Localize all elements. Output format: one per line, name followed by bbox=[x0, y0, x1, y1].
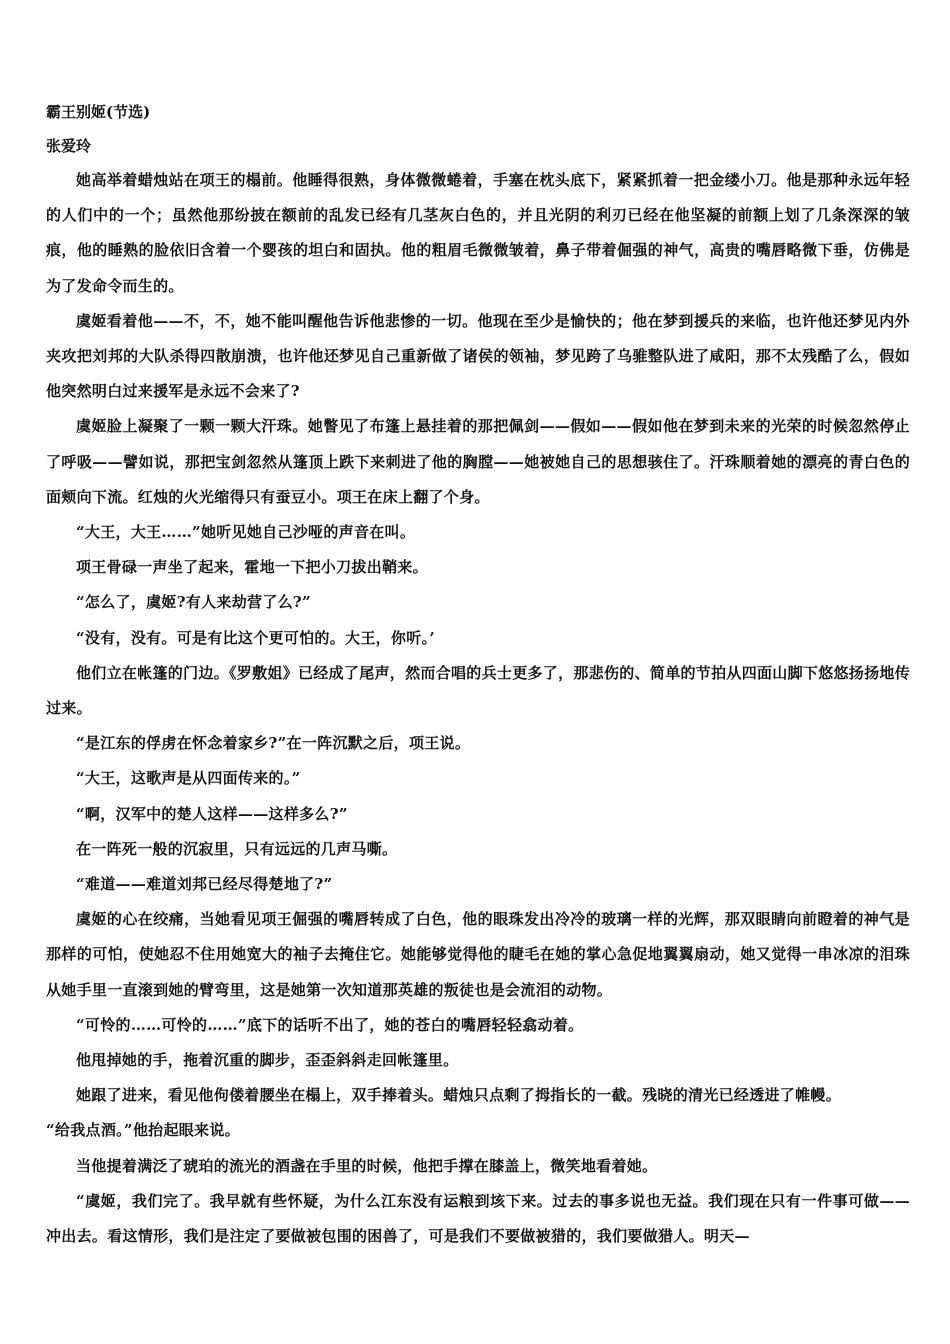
paragraph: “没有，没有。可是有比这个更可怕的。大王，你听。’ bbox=[76, 628, 435, 647]
paragraph: “虞姬，我们完了。我早就有些怀疑，为什么江东没有运粮到垓下来。过去的事多说也无益。我们现在只有一件事可做——冲出去。看这情形，我们是注定了要做被包围的困兽了，可是我们不要做被猎的，我们要做猎人。明天— bbox=[46, 1191, 910, 1246]
paragraph: “可怜的……可怜的……”底下的话听不出了，她的苍白的嘴唇轻轻翕动着。 bbox=[76, 1015, 584, 1034]
paragraph: 项王骨碌一声坐了起来，霍地一下把小刀拔出鞘来。 bbox=[76, 558, 428, 577]
paragraph: 虞姬看着他——不，不，她不能叫醒他告诉他悲惨的一切。他现在至少是愉快的；他在梦到援兵的来临，也许他还梦见内外夹攻把刘邦的大队杀得四散崩溃，也许他还梦见自己重新做了诸侯的领袖，梦见跨了乌骓整队进了咸阳，那不太残酷了么，假如他突然明白过来援军是永远不会来了? bbox=[46, 311, 910, 401]
paragraph: “给我点酒。”他抬起眼来说。 bbox=[46, 1121, 240, 1140]
paragraph: 她跟了进来，看见他佝偻着腰坐在榻上，双手捧着头。蜡烛只点剩了拇指长的一截。残晓的清光已经透进了帷幔。 bbox=[76, 1086, 842, 1105]
paragraph: 虞姬的心在绞痛，当她看见项王倔强的嘴唇转成了白色，他的眼珠发出冷冷的玻璃一样的光辉，那双眼睛向前瞪着的神气是那样的可怕，使她忍不住用她宽大的袖子去掩住它。她能够觉得他的睫毛在她的掌心急促地翼翼扇动，她又觉得一串冰凉的泪珠从她手里一直滚到她的臂弯里，这是她第一次知道那英雄的叛徒也是会流泪的动物。 bbox=[46, 910, 910, 999]
document-body bbox=[46, 95, 910, 1254]
paragraph: 她高举着蜡烛站在项王的榻前。他睡得很熟，身体微微蜷着，手塞在枕头底下，紧紧抓着一把金缕小刀。他是那种永远年轻的人们中的一个；虽然他那纷披在额前的乱发已经有几茎灰白色的，并且光阴的利刃已经在他坚凝的前额上划了几条深深的皱痕，他的睡熟的脸依旧含着一个婴孩的坦白和固执。他的粗眉毛微微皱着，鼻子带着倔强的神气，高贵的嘴唇略微下垂，仿佛是为了发命令而生的。 bbox=[46, 171, 910, 295]
document-author: 张爱玲 bbox=[46, 137, 92, 155]
paragraph: 他们立在帐篷的门边。《罗敷姐》已经成了尾声，然而合唱的兵士更多了，那悲伤的、简单的节拍从四面山脚下悠悠扬扬地传过来。 bbox=[46, 663, 911, 718]
paragraph: “啊，汉军中的楚人这样——这样多么?” bbox=[76, 804, 348, 823]
paragraph: 在一阵死一般的沉寂里，只有远远的几声马嘶。 bbox=[76, 839, 398, 858]
paragraph: “怎么了，虞姬?有人来劫营了么?” bbox=[76, 593, 311, 612]
paragraph: “大王，大王……”她听见她自己沙哑的声音在叫。 bbox=[76, 523, 416, 542]
paragraph: “是江东的俘虏在怀念着家乡?”在一阵沉默之后，项王说。 bbox=[76, 734, 471, 753]
paragraph: 虞姬脸上凝聚了一颗一颗大汗珠。她瞥见了布篷上悬挂着的那把佩剑——假如——假如他在梦到未来的光荣的时候忽然停止了呼吸——譬如说，那把宝剑忽然从篷顶上跌下来刺进了他的胸膛——她被她自己的思想骇住了。汗珠顺着她的漂亮的青白色的面颊向下流。红烛的火光缩得只有蚕豆小。项王在床上翻了个身。 bbox=[46, 417, 910, 506]
paragraph: “大王，这歌声是从四面传来的。” bbox=[76, 769, 301, 788]
paragraph: 当他提着满泛了琥珀的流光的酒盏在手里的时候，他把手撑在膝盖上，微笑地看着她。 bbox=[76, 1156, 658, 1175]
document-title: 霸王别姬(节选) bbox=[46, 103, 151, 121]
paragraph: 他甩掉她的手，拖着沉重的脚步，歪歪斜斜走回帐篷里。 bbox=[76, 1051, 459, 1070]
paragraph: “难道——难道刘邦已经尽得楚地了?” bbox=[76, 875, 333, 894]
